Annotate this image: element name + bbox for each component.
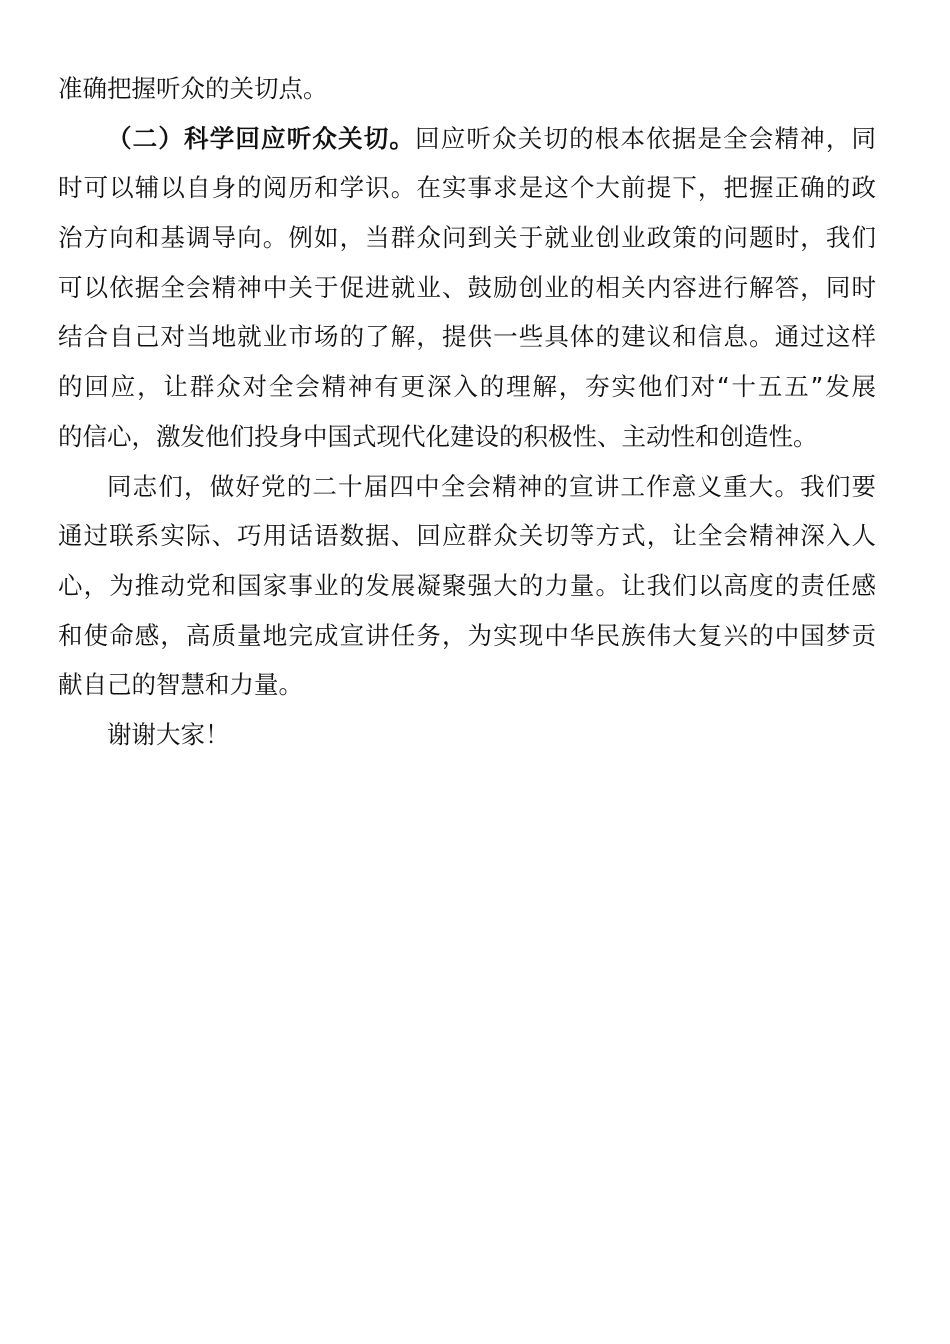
paragraph-line: 和使命感，高质量地完成宣讲任务，为实现中华民族伟大复兴的中国梦贡 [58, 620, 876, 650]
paragraph-text: 回应听众关切的根本依据是全会精神，同 [415, 123, 876, 153]
section-heading-line [58, 114, 876, 164]
paragraph-line: 同志们，做好党的二十届四中全会精神的宣讲工作意义重大。我们要 [107, 471, 876, 501]
paragraph-line: 的信心，激发他们投身中国式现代化建设的积极性、主动性和创造性。 [58, 421, 818, 451]
document-page [58, 64, 876, 760]
paragraph-line: 准确把握听众的关切点。 [58, 74, 328, 103]
closing-line: 谢谢大家！ [107, 719, 230, 749]
paragraph-line: 献自己的智慧和力量。 [58, 670, 303, 700]
paragraph-line: 心，为推动党和国家事业的发展凝聚强大的力量。让我们以高度的责任感 [58, 570, 876, 600]
paragraph-line: 治方向和基调导向。例如，当群众问到关于就业创业政策的问题时，我们 [58, 223, 876, 253]
paragraph-line: 结合自己对当地就业市场的了解，提供一些具体的建议和信息。通过这样 [58, 322, 876, 352]
paragraph-line: 时可以辅以自身的阅历和学识。在实事求是这个大前提下，把握正确的政 [58, 173, 876, 203]
paragraph-line: 可以依据全会精神中关于促进就业、鼓励创业的相关内容进行解答，同时 [58, 272, 876, 302]
paragraph-line: 通过联系实际、巧用话语数据、回应群众关切等方式，让全会精神深入人 [58, 521, 876, 551]
paragraph-line: 的回应，让群众对全会精神有更深入的理解，夯实他们对“十五五”发展 [58, 372, 876, 402]
section-heading: （二）科学回应听众关切。 [107, 123, 416, 153]
